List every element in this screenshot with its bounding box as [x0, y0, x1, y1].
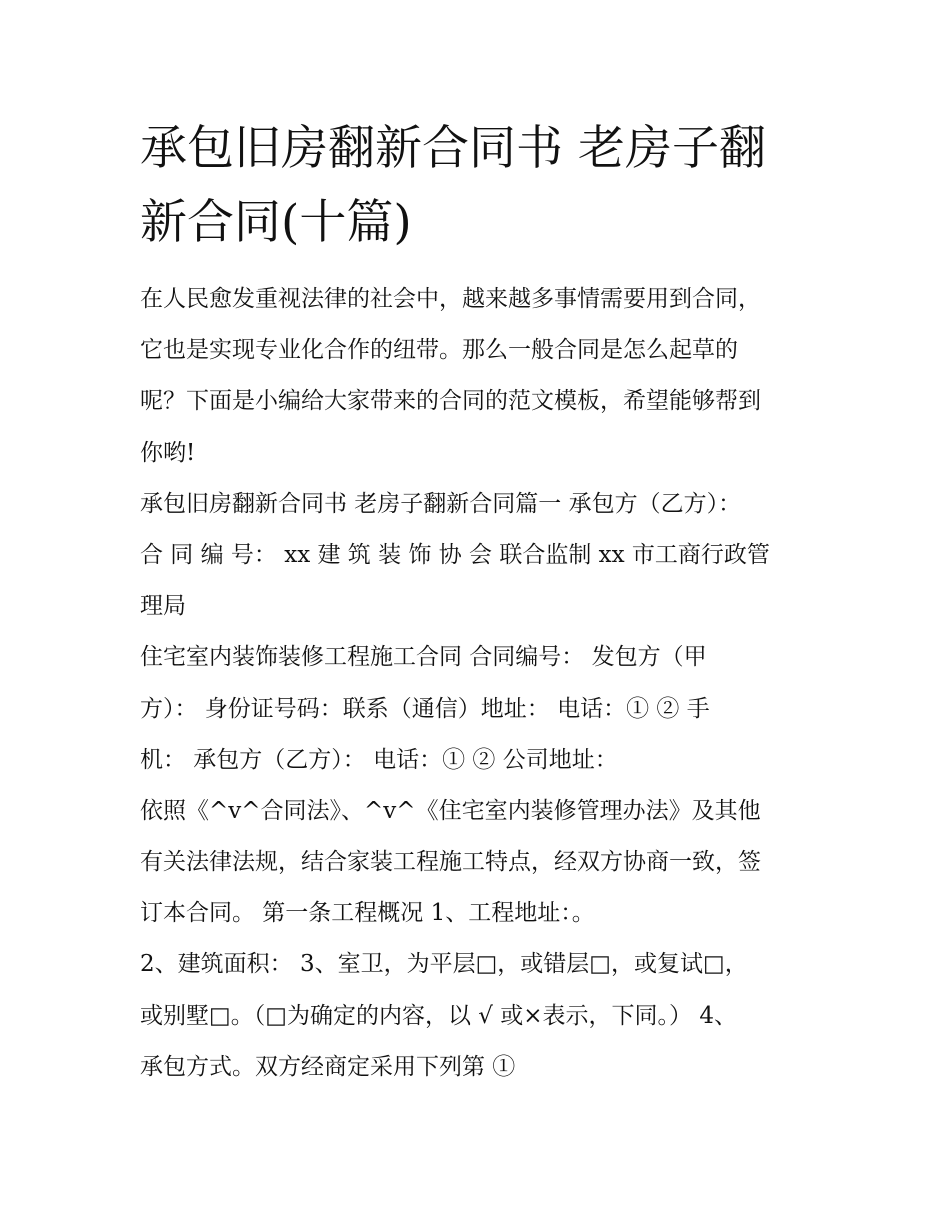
body-line: 或别墅□。（□为确定的内容，以 √ 或×表示，下同。） 4、 [140, 1002, 737, 1029]
body-line: 依照《^v^合同法》、^v^《住宅室内装修管理办法》及其他 [140, 797, 761, 824]
body-line: 机： 承包方（乙方）： 电话：① ② 公司地址： [140, 746, 618, 773]
body-line: 住宅室内装饰装修工程施工合同 合同编号： 发包方（甲 [140, 644, 707, 671]
body-line: 承包旧房翻新合同书 老房子翻新合同篇一 承包方（乙方）： [140, 490, 742, 517]
body-line: 理局 [140, 593, 186, 620]
body-line: 方）： 身份证号码：联系（通信）地址： 电话：① ② 手 [140, 695, 710, 722]
body-line: 订本合同。 第一条工程概况 1、工程地址：。 [140, 900, 595, 927]
body-line: 在人民愈发重视法律的社会中，越来越多事情需要用到合同， [140, 286, 761, 312]
body-line: 呢？下面是小编给大家带来的合同的范文模板，希望能够帮到 [140, 388, 761, 415]
body-line: 承包方式。双方经商定采用下列第 ① [140, 1053, 516, 1080]
body-line: 它也是实现专业化合作的纽带。那么一般合同是怎么起草的 [140, 337, 738, 364]
body-line: 你哟! [140, 439, 196, 466]
document-title [140, 112, 820, 260]
title-line: 新合同(十篇) [140, 195, 412, 250]
document-body [140, 274, 812, 1093]
body-line: 2、建筑面积： 3、室卫，为平层□，或错层□，或复试□， [140, 951, 748, 978]
body-line: 有关法律法规，结合家装工程施工特点，经双方协商一致，签 [140, 849, 761, 876]
body-line: 合 同 编 号： xx 建 筑 装 饰 协 会 联合监制 xx 市工商行政管 [140, 541, 770, 568]
title-line: 承包旧房翻新合同书 老房子翻 [140, 121, 766, 176]
